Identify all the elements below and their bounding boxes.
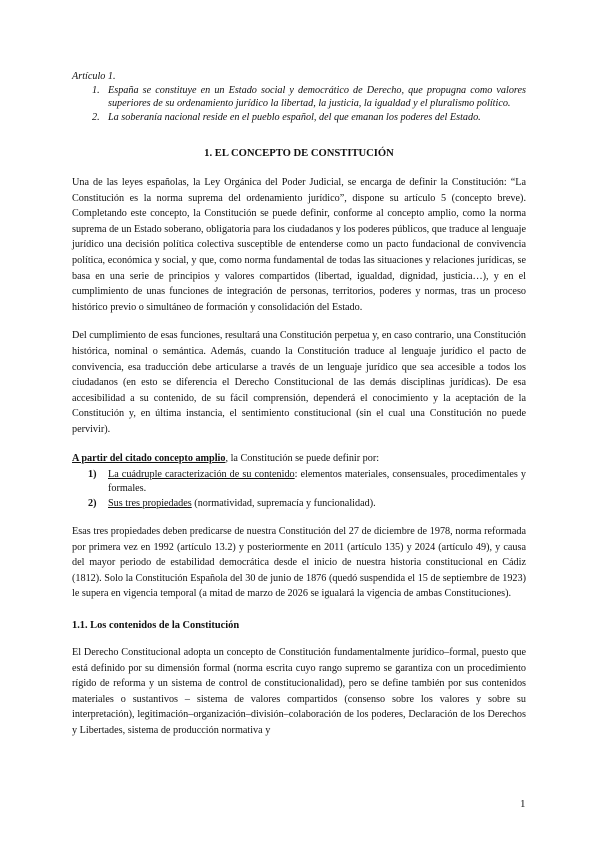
definition-lead	[72, 452, 526, 466]
paragraph: Del cumplimiento de esas funciones, resultará una Constitución perpetua y, en caso contrario, una Constitución histórica, nominal o semántica. Además, cuando la Constitución traduce al lenguaje jurídico el pacto de convivencia, esa traducción debe articularse a través de un lenguaje jurídico que sea accesible a todos los ciudadanos (en esto se diferencia el Derecho Constitucional de las demás disciplinas jurídicas). De esa accesibilidad a su contenido, de su fácil comprensión, dependerá el conocimiento y la aceptación de la Constitución y, en última instancia, el sentimiento constitucional (sin el cual una Constitución no puede pervivir).	[72, 330, 526, 435]
paragraph: Esas tres propiedades deben predicarse de nuestra Constitución del 27 de diciembre de 1978, norma reformada por primera vez en 1992 (artículo 13.2) y posteriormente en 2011 (artículo 135) y 2024 (artículo 49), y causa del mayor periodo de estabilidad democrática desde el inicio de nuestra historia constitucional en Cádiz (1812). Solo la Constitución Española del 30 de junio de 1876 (quedó suspendida el 15 de septiembre de 1923) le supera en vigencia temporal (a mitad de marzo de 2026 se igualará la vigencia de ambas Constituciones).	[72, 526, 526, 600]
definition-list	[72, 468, 526, 512]
article-title: Artículo 1.	[72, 71, 116, 82]
lead-text: , la Constitución se puede definir por:	[225, 452, 380, 464]
definition-item	[72, 497, 526, 512]
article-item	[72, 111, 526, 125]
definition-item-text: : elementos materiales, consensuales, procedimentales y formales.	[108, 468, 526, 494]
definition-item	[72, 468, 526, 497]
article-item-number: 2.	[92, 111, 100, 123]
page-content	[72, 70, 526, 739]
definition-item-underlined: La cuádruple caracterización de su contenido	[108, 468, 295, 480]
subsection-heading: 1.1. Los contenidos de la Constitución	[72, 619, 240, 631]
definition-item-underlined: Sus tres propiedades	[108, 497, 192, 509]
definition-item-number: 2)	[88, 497, 97, 509]
definition-item-text: (normatividad, supremacía y funcionalidad).	[191, 497, 376, 509]
article-item-text: La soberanía nacional reside en el pueblo español, del que emanan los poderes del Estado.	[108, 111, 481, 123]
article-list	[72, 84, 526, 125]
paragraph: El Derecho Constitucional adopta un concepto de Constitución fundamentalmente jurídico–formal, puesto que está definido por su dimensión formal (norma escrita cuyo rango supremo se garantiza con un procedimiento rígido de reforma y un sistema de control de constitucionalidad), pero se define también por sus contenidos materiales o sustantivos – sistema de valores compartidos (consenso sobre los valores y sobre su interpretación), legitimación–organización–división–colaboración de los poderes, Declaración de los Derechos y Libertades, sistema de producción normativa y	[72, 646, 526, 736]
article-item-number: 1.	[92, 84, 100, 96]
paragraph: Una de las leyes españolas, la Ley Orgánica del Poder Judicial, se encarga de definir la Constitución: “La Constitución es la norma suprema del ordenamiento jurídico”, dispone su artículo 5 (concepto breve). Completando este concepto, la Constitución se puede definir, conforme al concepto amplio, como la norma suprema de un Estado soberano, obligatoria para los ciudadanos y los poderes públicos, que traduce al lenguaje jurídico una decisión política colectiva susceptible de entenderse como un pacto fundacional de convivencia política, económica y social, y que, como norma fundamental de todas las situaciones y relaciones jurídicas, se basa en una serie de principios y valores compartidos (libertad, igualdad, dignidad, justicia…), y en el cumplimiento de unas funciones de integración de personas, territorios, poderes y normas, tras un proceso histórico previo o simultáneo de formación y consolidación del Estado.	[72, 177, 526, 313]
article-item-text: España se constituye en un Estado social y democrático de Derecho, que propugna como valores superiores de su ordenamiento jurídico la libertad, la justicia, la igualdad y el pluralismo político.	[108, 84, 526, 109]
definition-item-number: 1)	[88, 468, 97, 480]
section-heading: 1. EL CONCEPTO DE CONSTITUCIÓN	[204, 148, 394, 159]
lead-bold-text: A partir del citado concepto amplio	[72, 452, 226, 464]
page-number: 1	[520, 798, 526, 810]
article-item	[72, 84, 526, 111]
